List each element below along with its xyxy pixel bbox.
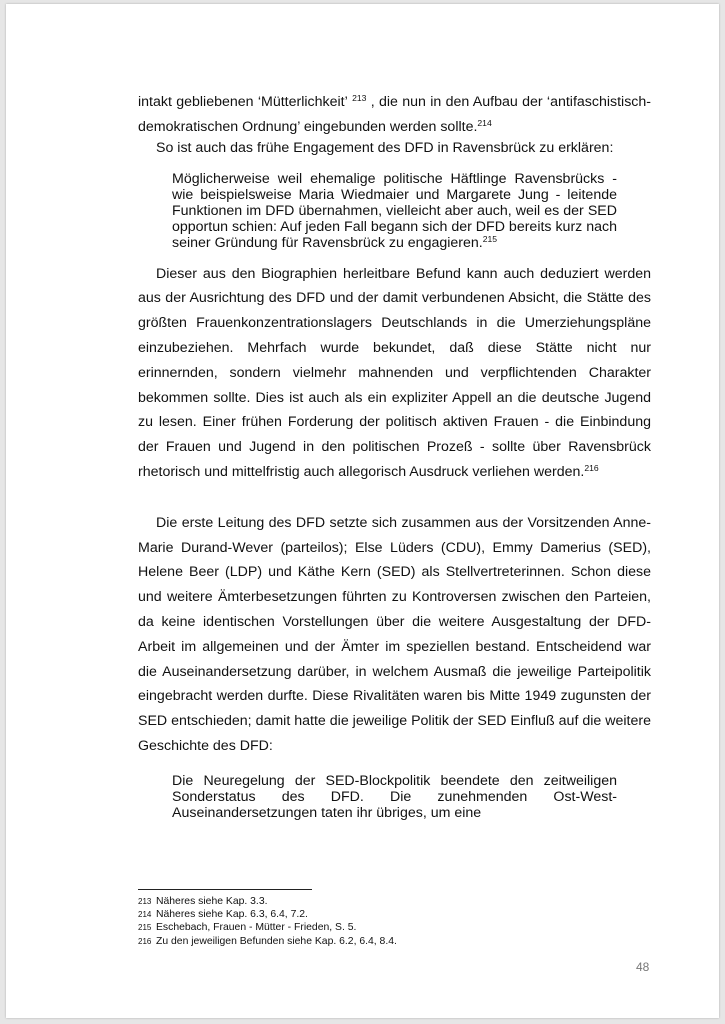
paragraph-1 [138,90,651,140]
paragraph-4-text: Die erste Leitung des DFD setzte sich zusammen aus der Vorsitzenden Anne-Marie Durand-Wever (parteilos); Else Lüders (CDU), Emmy Damerius (SED), Helene Beer (LDP) und Käthe Kern (SED) als Stellvertreterinnen. Schon diese und weitere Ämterbesetzungen führten zu Kontroversen zwischen den Parteien, da keine identischen Vorstellungen über die weitere Ausgestaltung der DFD-Arbeit im allgemeinen und der Ämter im speziellen bestand. Entscheidend war die Auseinandersetzung darüber, in welchem Ausmaß die jeweilige Parteipolitik eingebracht werden durfte. Diese Rivalitäten waren bis Mitte 1949 zugunsten der SED entschieden; damit hatte die jeweilige Politik der SED Einfluß auf die weitere Geschichte des DFD: [138,514,651,754]
paragraph-1-text: intakt gebliebenen ‘Mütterlichkeit’ [138,94,348,110]
document-page [6,4,719,1018]
footnote-text: Zu den jeweiligen Befunden siehe Kap. 6.2, 6.4, 8.4. [156,935,397,947]
footnote-ref-214[interactable]: 214 [477,117,492,128]
footnotes [138,895,397,948]
paragraph-2-text: So ist auch das frühe Engagement des DFD in Ravensbrück zu erklären: [156,139,614,156]
block-quote-2-text: Die Neuregelung der SED-Blockpolitik beendete den zeitweiligen Sonderstatus des DFD. Die zunehmenden Ost-West-Auseinandersetzungen taten ihr übriges, um eine [172,772,617,822]
paragraph-4 [138,511,651,759]
paragraph-3 [138,262,651,485]
footnote-number: 214 [138,910,152,920]
block-quote-1 [138,171,651,252]
footnote-text: Näheres siehe Kap. 3.3. [156,896,268,907]
paragraph-1-text-b: , die nun in den Aufbau der ‘antifaschistisch-demokratischen Ordnung’ eingebunden werden sollte. [138,94,651,135]
page-number: 48 [636,960,650,974]
footnote-separator [138,889,312,890]
block-quote-1-text: Möglicherweise weil ehemalige politische Häftlinge Ravensbrücks - wie beispielsweise Maria Wiedmaier und Margarete Jung - leitende Funktionen im DFD übernahmen, vielleicht aber auch, weil es der SED opportun schien: Auf jeden Fall begann sich der DFD bereits kurz nach seiner Gründung für Ravensbrück zu engagieren. [172,170,617,252]
footnote-number: 213 [138,897,152,906]
footnote-ref-215[interactable]: 215 [482,234,498,245]
footnote-number: 216 [138,936,152,946]
footnote-number: 215 [138,923,152,933]
paragraph-2 [138,140,651,157]
footnote-214 [138,908,397,921]
footnote-text: Näheres siehe Kap. 6.3, 6.4, 7.2. [156,909,308,921]
footnote-ref-213[interactable]: 213 [352,93,367,103]
page-body [138,90,651,821]
footnote-213 [138,895,397,908]
footnote-215 [138,921,397,934]
block-quote-2 [138,773,651,822]
paragraph-3-text: Dieser aus den Biographien herleitbare Befund kann auch deduziert werden aus der Ausrichtung des DFD und der damit verbundenen Absicht, die Stätte des größten Frauenkonzentrationslagers Deutschlands in die Umerziehungspläne einzubeziehen. Mehrfach wurde bekundet, daß diese Stätte nicht nur erinnernden, sondern vielmehr mahnenden und verpflichtenden Charakter bekommen sollte. Dies ist auch als ein expliziter Appell an die deutsche Jugend zu lesen. Einer frühen Forderung der politisch aktiven Frauen - die Einbindung der Frauen und Jugend in den politischen Prozeß - sollte über Ravensbrück rhetorisch und mittelfristig auch allegorisch Ausdruck verliehen werden. [138,265,651,480]
footnote-ref-216[interactable]: 216 [584,462,599,473]
footnote-216 [138,935,397,948]
footnote-text: Eschebach, Frauen - Mütter - Frieden, S. 5. [156,922,357,934]
paragraph-spacer [138,485,651,511]
